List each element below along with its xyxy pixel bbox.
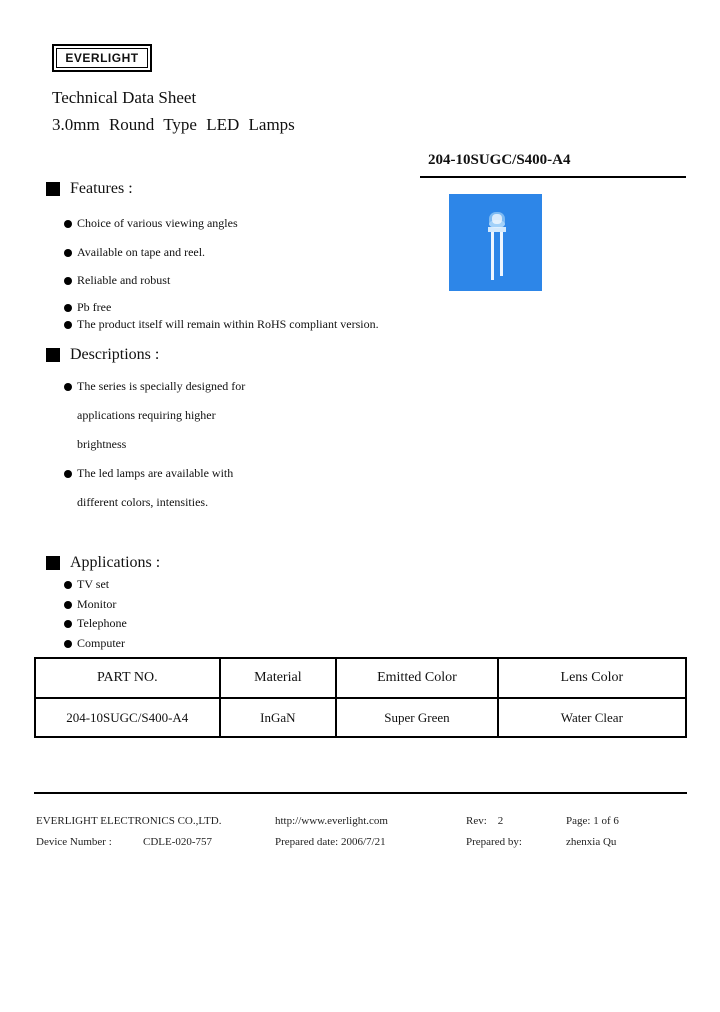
part-number-rule — [420, 176, 686, 178]
list-item: Available on tape and reel. — [64, 245, 205, 260]
list-item-continuation: brightness — [77, 437, 127, 451]
parts-table — [34, 657, 687, 738]
cell-emitted-color: Super Green — [336, 698, 497, 737]
list-item-continuation: different colors, intensities. — [77, 495, 209, 509]
list-item-continuation: applications requiring higher — [77, 408, 216, 422]
part-number-heading: 204-10SUGC/S400-A4 — [428, 152, 571, 168]
column-header-emitted-color: Emitted Color — [336, 658, 497, 698]
footer-rule — [34, 792, 687, 794]
list-item: Choice of various viewing angles — [64, 216, 238, 231]
product-photo — [449, 194, 542, 291]
bullet-icon — [64, 620, 72, 628]
doc-title: Technical Data Sheet — [52, 88, 197, 107]
list-item: Telephone — [64, 616, 127, 631]
bullet-icon — [64, 383, 72, 391]
footer-device-number: CDLE-020-757 — [143, 836, 213, 848]
applications-heading-text: Applications : — [70, 554, 161, 571]
footer-page: Page: 1 of 6 — [566, 815, 619, 827]
column-header-lens-color: Lens Color — [498, 658, 686, 698]
bullet-icon — [64, 249, 72, 257]
footer-rev-label: Rev — [466, 815, 484, 827]
bullet-icon — [64, 277, 72, 285]
black-square-icon — [46, 182, 60, 196]
footer-url: http://www.everlight.com — [275, 815, 388, 827]
black-square-icon — [46, 556, 60, 570]
footer-device-label: Device Number : — [36, 836, 112, 848]
footer-prepared-by: zhenxia Qu — [566, 836, 617, 848]
descriptions-heading — [46, 346, 159, 364]
list-item: Reliable and robust — [64, 273, 170, 288]
bullet-icon — [64, 601, 72, 609]
footer-rev: Rev: 2 — [466, 815, 504, 827]
bullet-icon — [64, 581, 72, 589]
bullet-icon — [64, 304, 72, 312]
list-item: Computer — [64, 636, 125, 651]
list-item: TV set — [64, 577, 109, 592]
list-item: The series is specially designed for — [64, 379, 245, 394]
list-item: Pb free — [64, 300, 111, 315]
descriptions-heading-text: Descriptions : — [70, 346, 160, 363]
everlight-logo — [52, 44, 152, 72]
bullet-icon — [64, 321, 72, 329]
features-heading — [46, 180, 133, 198]
footer-company: EVERLIGHT ELECTRONICS CO.,LTD. — [36, 815, 222, 827]
footer-rev-value: 2 — [497, 815, 504, 827]
list-item: Monitor — [64, 597, 116, 612]
table-header-row — [35, 658, 686, 698]
column-header-material: Material — [220, 658, 337, 698]
led-lamp-image — [449, 194, 542, 291]
black-square-icon — [46, 348, 60, 362]
cell-part-no: 204-10SUGC/S400-A4 — [35, 698, 220, 737]
cell-material: InGaN — [220, 698, 337, 737]
features-heading-text: Features : — [70, 180, 133, 197]
bullet-icon — [64, 470, 72, 478]
list-item: The led lamps are available with — [64, 466, 233, 481]
bullet-icon — [64, 220, 72, 228]
column-header-part-no: PART NO. — [35, 658, 220, 698]
doc-subtitle: 3.0mm Round Type LED Lamps — [52, 115, 295, 134]
list-item: The product itself will remain within RoHS compliant version. — [64, 317, 379, 332]
table-row — [35, 698, 686, 737]
cell-lens-color: Water Clear — [498, 698, 686, 737]
footer-prepared-by-label: Prepared by: — [466, 836, 522, 848]
footer-prepared-date: Prepared date: 2006/7/21 — [275, 836, 386, 848]
logo-text: EVERLIGHT — [56, 48, 148, 68]
bullet-icon — [64, 640, 72, 648]
applications-heading — [46, 554, 160, 572]
